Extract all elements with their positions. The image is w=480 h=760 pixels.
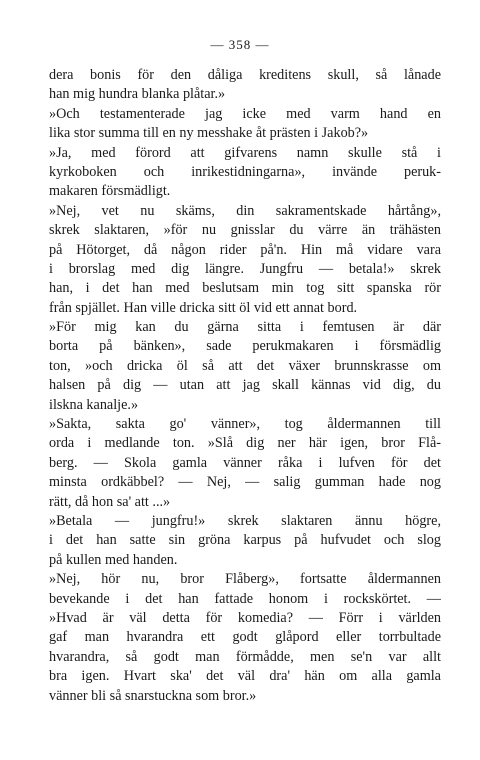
text-line: »För mig kan du gärna sitta i femtusen är där [49, 319, 441, 336]
text-line: »Hvad är väl detta för komedia? — Förr i världen [49, 609, 441, 626]
text-line: halsen på dig — utan att jag skall kännas vid dig, du [49, 377, 441, 394]
text-line: rätt, då hon sa' att ...» [49, 493, 171, 510]
text-line: hvarandra, så godt man förmådde, men se'n var allt [49, 648, 441, 665]
text-line: i det han satte sin gröna karpus på hufvudet och slog [49, 532, 441, 549]
text-line: minsta ordkäbbel? — Nej, — salig gumman hade nog [49, 474, 441, 491]
text-line: gaf man hvarandra ett godt glåpord eller torrbultade [49, 629, 441, 646]
text-line: bra igen. Hvart ska' det väl dra' hän om alla gamla [49, 668, 441, 685]
page-number: — 358 — [210, 37, 270, 52]
text-line: dera bonis för den dåliga kreditens skull, så lånade [49, 67, 441, 83]
text-line: från spjället. Han ville dricka sitt öl vid ett annat bord. [49, 299, 358, 316]
text-line: »Sakta, sakta go' vänner», tog åldermannen till [49, 416, 441, 433]
text-line: »Ja, med förord att gifvarens namn skulle stå i [49, 144, 441, 161]
text-line: skrek slaktaren, »för nu gnisslar du värre än trähästen [49, 222, 441, 239]
text-line: han mig hundra blanka plåtar.» [49, 86, 226, 103]
text-line: orda i medlande ton. »Slå dig ner här igen, bror Flå- [49, 435, 441, 452]
text-line: på Hötorget, då någon rider på'n. Hin må vidare vara [49, 241, 441, 258]
text-line: »Nej, hör nu, bror Flåberg», fortsatte åldermannen [49, 571, 441, 588]
text-line: »Och testamenterade jag icke med varm hand en [49, 105, 441, 122]
text-line: »Nej, vet nu skäms, din sakramentskade hårtång», [49, 202, 441, 219]
text-line: bevekande i det han fattade honom i rockskörtet. — [49, 590, 441, 607]
body-text [49, 66, 441, 706]
text-line: makaren försmädligt. [49, 183, 171, 200]
text-line: lika stor summa till en ny messhake åt prästen i Jakob?» [49, 125, 369, 142]
text-line: på kullen med handen. [49, 551, 178, 568]
text-line: »Betala — jungfru!» skrek slaktaren ännu högre, [49, 512, 441, 529]
text-line: kyrkoboken och inrikestidningarna», invände peruk- [49, 163, 441, 180]
text-line: borta på bänken», sade perukmakaren i försmädlig [49, 338, 441, 355]
text-line: ton, »och dricka öl så att det växer brunnskrasse om [49, 357, 441, 374]
text-line: i brorslag med dig längre. Jungfru — betala!» skrek [49, 260, 441, 277]
text-line: vänner bli så snarstuckna som bror.» [49, 687, 257, 704]
text-line: berg. — Skola gamla vänner råka i lufven för det [49, 454, 441, 471]
text-line: ilskna kanalje.» [49, 396, 139, 413]
text-line: han, i det han med beslutsam min tog sitt spanska rör [49, 280, 441, 297]
